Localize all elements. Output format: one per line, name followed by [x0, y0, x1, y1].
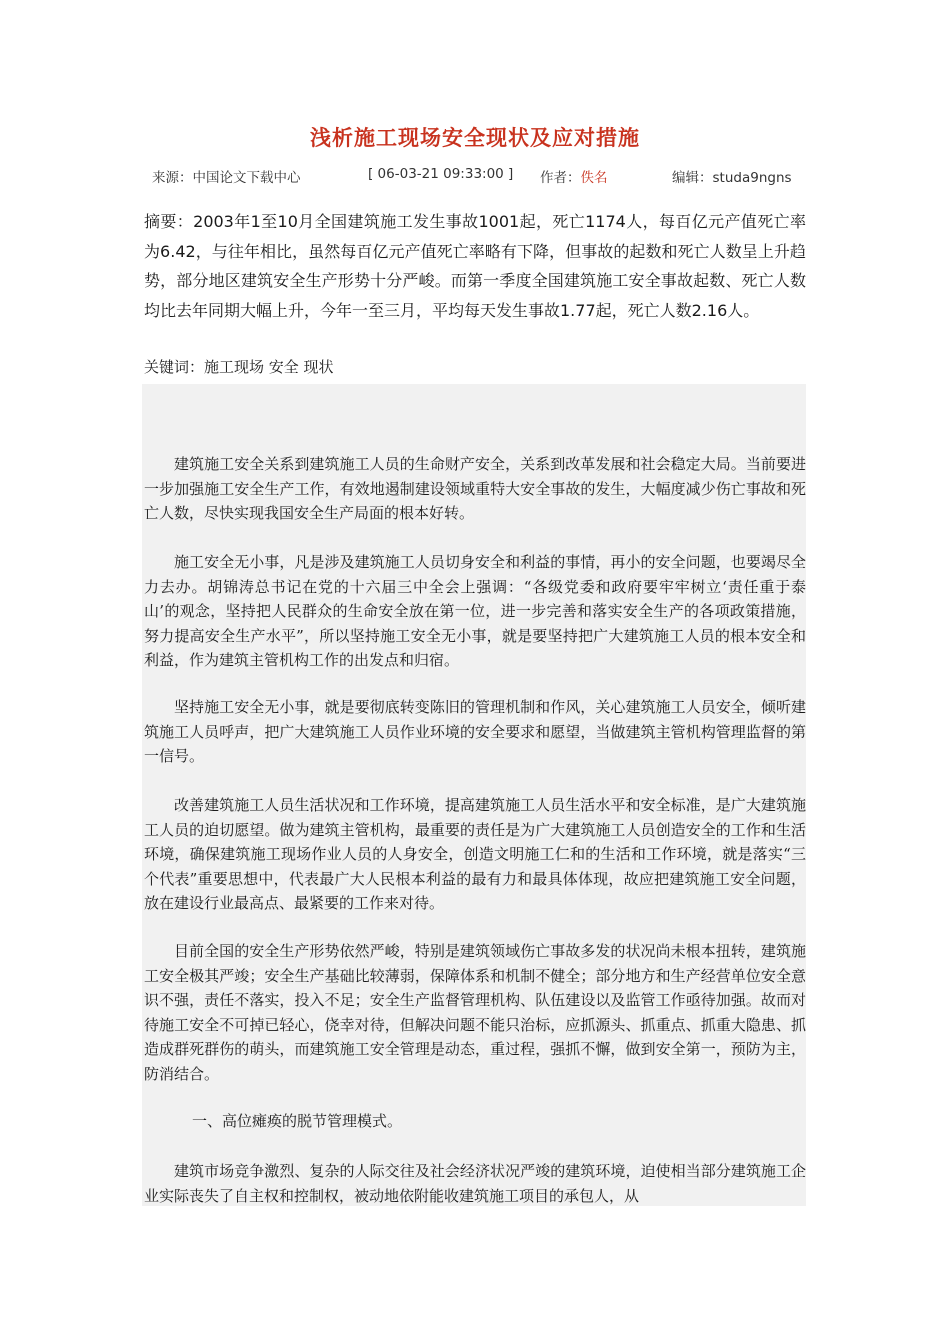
- author-label: 作者：: [540, 170, 581, 186]
- editor-value: studa9ngns: [712, 170, 792, 186]
- body-paragraph: 建筑市场竞争激烈、复杂的人际交往及社会经济状况严竣的建筑环境，迫使相当部分建筑施工企业实际丧失了自主权和控制权，被动地依附能收建筑施工项目的承包人，从: [144, 1162, 806, 1205]
- keywords: 关键词：施工现场 安全 现状: [144, 358, 334, 376]
- editor-line: [672, 166, 792, 186]
- section-heading: 一、高位瘫痪的脱节管理模式。: [192, 1112, 403, 1130]
- body-paragraph: 施工安全无小事，凡是涉及建筑施工人员切身安全和利益的事情，再小的安全问题，也要竭尽全力去办。胡锦涛总书记在党的十六届三中全会上强调：“各级党委和政府要牢牢树立‘责任重于泰山’的观念，坚持把人民群众的生命安全放在第一位，进一步完善和落实安全生产的各项政策措施，努力提高安全生产水平”，所以坚持施工安全无小事，就是要坚持把广大建筑施工人员的根本安全和利益，作为建筑主管机构工作的出发点和归宿。: [144, 553, 806, 670]
- abstract: 摘要：2003年1至10月全国建筑施工发生事故1001起，死亡1174人，每百亿元产值死亡率为6.42，与往年相比，虽然每百亿元产值死亡率略有下降，但事故的起数和死亡人数呈上升趋势，部分地区建筑安全生产形势十分严峻。而第一季度全国建筑施工安全事故起数、死亡人数均比去年同期大幅上升，今年一至三月，平均每天发生事故1.77起，死亡人数2.16人。: [144, 212, 806, 320]
- body-paragraph: 目前全国的安全生产形势依然严峻，特别是建筑领域伤亡事故多发的状况尚未根本扭转，建筑施工安全极其严竣；安全生产基础比较薄弱，保障体系和机制不健全；部分地方和生产经营单位安全意识不强，责任不落实，投入不足；安全生产监督管理机构、队伍建设以及监管工作亟待加强。故而对待施工安全不可掉已轻心，侥幸对待，但解决问题不能只治标，应抓源头、抓重点、抓重大隐患、抓造成群死群伤的萌头，而建筑施工安全管理是动态，重过程，强抓不懈，做到安全第一，预防为主，防消结合。: [144, 942, 806, 1083]
- editor-label: 编辑：: [672, 170, 713, 186]
- source-line: [152, 166, 301, 186]
- source-label: 来源：: [152, 170, 193, 186]
- body-paragraph: 改善建筑施工人员生活状况和工作环境，提高建筑施工人员生活水平和安全标准，是广大建筑施工人员的迫切愿望。做为建筑主管机构，最重要的责任是为广大建筑施工人员创造安全的工作和生活环境，确保建筑施工现场作业人员的人身安全，创造文明施工仁和的生活和工作环境，就是落实“三个代表”重要思想中，代表最广大人民根本利益的最有力和最具体体现，故应把建筑施工安全问题，放在建设行业最高点、最紧要的工作来对待。: [144, 796, 806, 913]
- body-paragraph: 建筑施工安全关系到建筑施工人员的生命财产安全，关系到改革发展和社会稳定大局。当前要进一步加强施工安全生产工作，有效地遏制建设领域重特大安全事故的发生，大幅度减少伤亡事故和死亡人数，尽快实现我国安全生产局面的根本好转。: [144, 455, 806, 523]
- source-value[interactable]: 中国论文下载中心: [192, 170, 301, 186]
- author-value[interactable]: 佚名: [580, 170, 608, 186]
- publish-date: [ 06-03-21 09:33:00 ]: [368, 166, 514, 182]
- article-title: 浅析施工现场安全现状及应对措施: [310, 126, 640, 150]
- author-line: [540, 166, 608, 186]
- body-paragraph: 坚持施工安全无小事，就是要彻底转变陈旧的管理机制和作风，关心建筑施工人员安全，倾听建筑施工人员呼声，把广大建筑施工人员作业环境的安全要求和愿望，当做建筑主管机构管理监督的第一信号。: [144, 698, 806, 766]
